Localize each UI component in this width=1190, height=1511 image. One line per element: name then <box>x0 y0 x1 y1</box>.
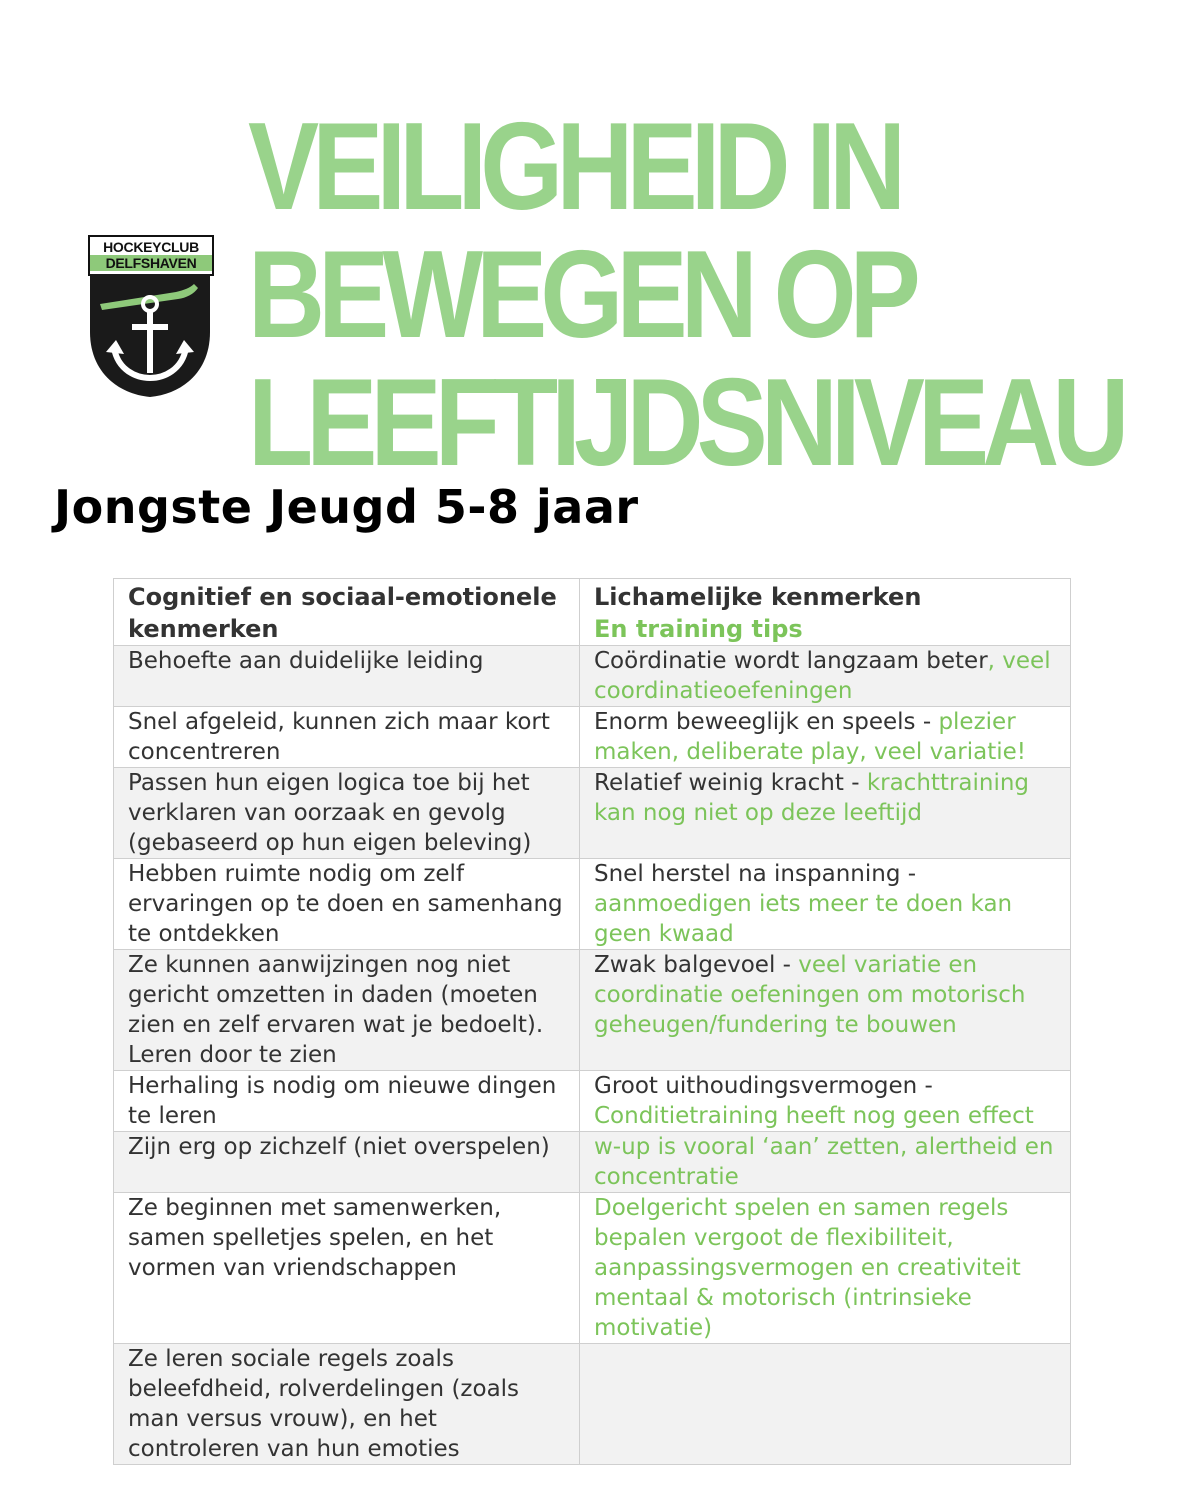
age-group-title: Jongste Jeugd 5-8 jaar <box>54 480 639 534</box>
characteristics-table <box>113 578 1071 1465</box>
training-tip-text: w-up is vooral ‘aan’ zetten, alertheid en concentratie <box>594 1134 1054 1190</box>
headline-line-1: VEILIGHEID IN <box>248 98 900 236</box>
cognitive-cell: Passen hun eigen logica toe bij het verklaren van oorzaak en gevolg (gebaseerd op hun eigen beleving) <box>114 768 580 859</box>
physical-cell <box>580 859 1071 950</box>
physical-text: Snel herstel na inspanning - <box>594 861 917 887</box>
cognitive-cell: Snel afgeleid, kunnen zich maar kort concentreren <box>114 707 580 768</box>
training-tip-text: , veel coordinatieoefeningen <box>594 648 1051 704</box>
physical-text: Groot uithoudingsvermogen - <box>594 1073 933 1099</box>
physical-cell <box>580 646 1071 707</box>
physical-text: Enorm beweeglijk en speels - <box>594 709 939 735</box>
physical-text: Relatief weinig kracht - <box>594 770 867 796</box>
logo-club-word: HOCKEYCLUB <box>103 239 199 255</box>
header-cognitive: Cognitief en sociaal-emotionele kenmerken <box>114 579 580 646</box>
cognitive-cell: Ze kunnen aanwijzingen nog niet gericht omzetten in daden (moeten zien en zelf ervaren wat je bedoelt). Leren door te zien <box>114 950 580 1071</box>
physical-cell <box>580 768 1071 859</box>
physical-text: Zwak balgevoel - <box>594 952 799 978</box>
anchor-hockey-stick-shield-icon <box>86 274 214 399</box>
cognitive-cell: Hebben ruimte nodig om zelf ervaringen op te doen en samenhang te ontdekken <box>114 859 580 950</box>
logo-club-name: DELFSHAVEN <box>90 255 212 271</box>
header-physical <box>580 579 1071 646</box>
training-tip-text: Conditietraining heeft nog geen effect <box>594 1103 1034 1129</box>
training-tip-text: Doelgericht spelen en samen regels bepalen vergoot de flexibiliteit, aanpassingsvermogen en creativiteit mentaal & motorisch (intrinsieke motivatie) <box>594 1195 1021 1341</box>
table-row <box>114 707 1071 768</box>
headline-line-2: BEWEGEN OP <box>248 226 914 364</box>
table-row <box>114 1344 1071 1465</box>
table-header-row <box>114 579 1071 646</box>
cognitive-cell: Zijn erg op zichzelf (niet overspelen) <box>114 1132 580 1193</box>
cognitive-cell: Herhaling is nodig om nieuwe dingen te leren <box>114 1071 580 1132</box>
cognitive-cell: Ze leren sociale regels zoals beleefdheid, rolverdelingen (zoals man versus vrouw), en het controleren van hun emoties <box>114 1344 580 1465</box>
table-row <box>114 1071 1071 1132</box>
training-tip-text: aanmoedigen iets meer te doen kan geen kwaad <box>594 891 1013 947</box>
physical-cell <box>580 1071 1071 1132</box>
headline-line-3: LEEFTIJDSNIVEAU <box>248 354 1123 492</box>
header-physical-main: Lichamelijke kenmerken <box>594 583 922 611</box>
physical-cell <box>580 950 1071 1071</box>
physical-cell <box>580 1132 1071 1193</box>
physical-cell <box>580 1193 1071 1344</box>
table-row <box>114 768 1071 859</box>
page-headline <box>248 98 1123 492</box>
cognitive-cell: Behoefte aan duidelijke leiding <box>114 646 580 707</box>
training-tip-text: plezier maken, deliberate play, veel variatie! <box>594 709 1027 765</box>
club-logo <box>86 235 216 399</box>
training-tip-text: krachttraining kan nog niet op deze leeftijd <box>594 770 1030 826</box>
header-training-tips: En training tips <box>594 615 803 643</box>
table-row <box>114 950 1071 1071</box>
cognitive-cell: Ze beginnen met samenwerken, samen spelletjes spelen, en het vormen van vriendschappen <box>114 1193 580 1344</box>
physical-cell <box>580 707 1071 768</box>
table-row <box>114 1132 1071 1193</box>
logo-text-box <box>88 235 214 276</box>
physical-cell <box>580 1344 1071 1465</box>
table-row <box>114 1193 1071 1344</box>
table-row <box>114 646 1071 707</box>
physical-text: Coördinatie wordt langzaam beter <box>594 648 988 674</box>
table-row <box>114 859 1071 950</box>
training-tip-text: veel variatie en coordinatie oefeningen om motorisch geheugen/fundering te bouwen <box>594 952 1026 1038</box>
